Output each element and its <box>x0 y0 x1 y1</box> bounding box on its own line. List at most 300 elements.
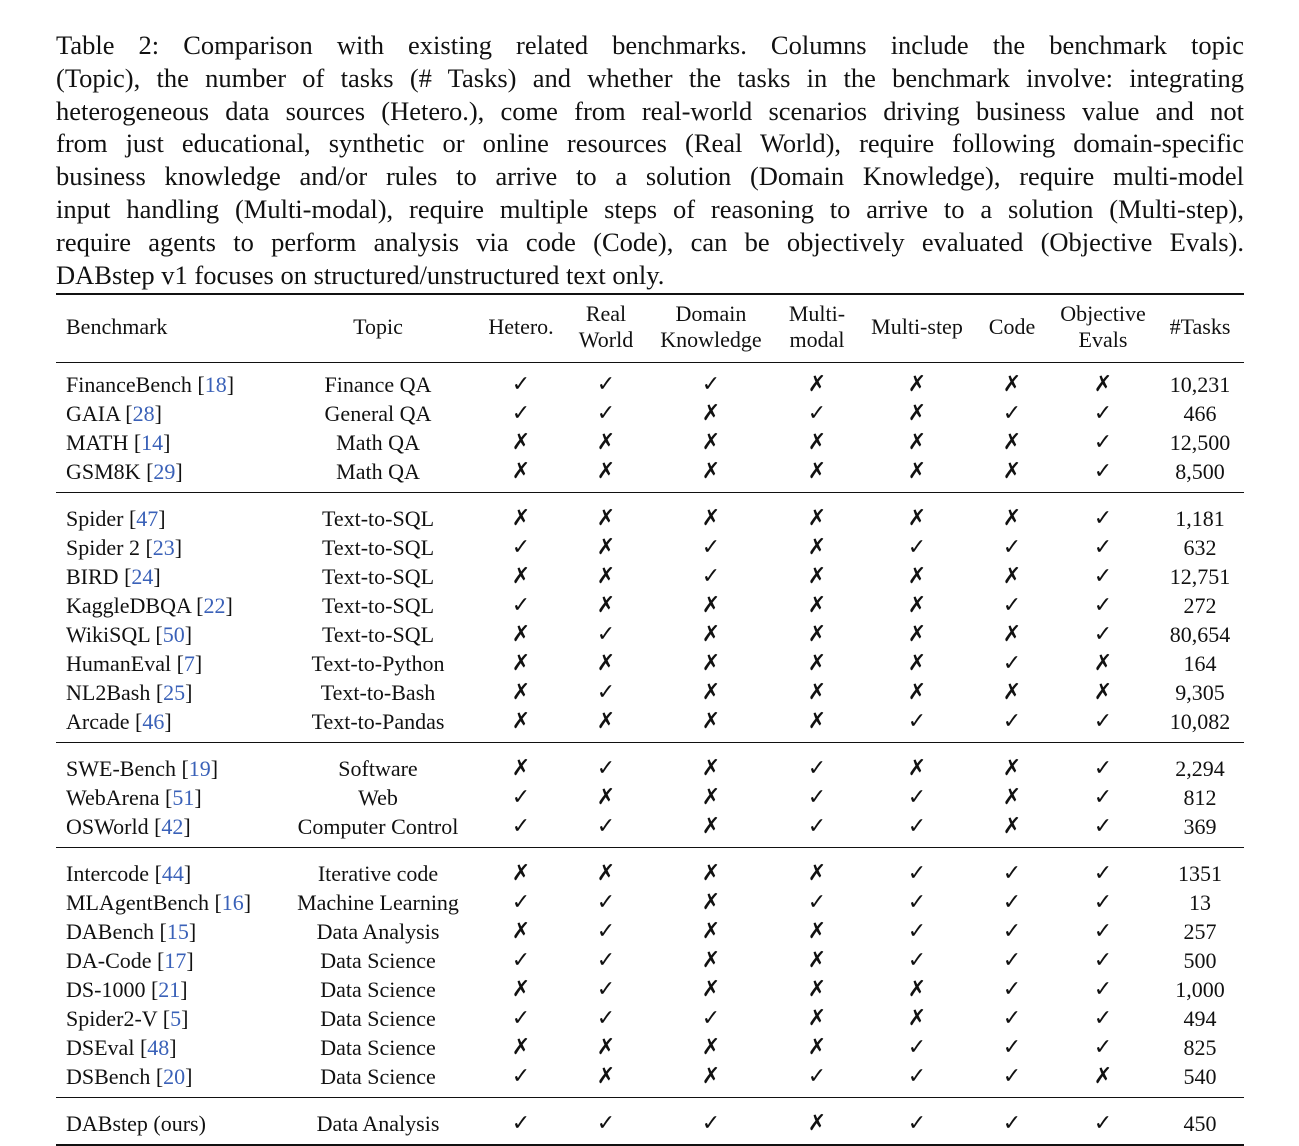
benchmark-cell: NL2Bash [25] <box>66 680 193 705</box>
benchmark-name: MATH <box>66 430 129 455</box>
header-real-world <box>564 295 648 358</box>
benchmark-cell: SWE-Bench [19] <box>66 756 219 781</box>
caption-line: from just educational, synthetic or online resources (Real World), require following domain-specific <box>56 128 1244 159</box>
objective-evals-check-icon: ✓ <box>1093 1006 1113 1031</box>
objective-evals-check-icon: ✓ <box>1093 756 1113 781</box>
code-cross-icon: ✗ <box>1002 430 1022 455</box>
topic-cell: Data Science <box>320 1064 436 1089</box>
citation-link[interactable]: 48 <box>147 1035 170 1060</box>
multimodal-cross-icon: ✗ <box>807 680 827 705</box>
multimodal-cross-icon: ✗ <box>807 430 827 455</box>
caption-line: DABstep v1 focuses on structured/unstructured text only. <box>56 259 665 290</box>
tasks-cell: 825 <box>1183 1035 1217 1060</box>
tasks-cell: 2,294 <box>1175 756 1225 781</box>
objective-evals-check-icon: ✓ <box>1093 506 1113 531</box>
domain-knowledge-cross-icon: ✗ <box>701 785 721 810</box>
code-check-icon: ✓ <box>1002 535 1022 560</box>
benchmark-name: DABench <box>66 919 154 944</box>
multistep-check-icon: ✓ <box>907 1035 927 1060</box>
code-cross-icon: ✗ <box>1002 459 1022 484</box>
real-world-cross-icon: ✗ <box>596 430 616 455</box>
citation-link[interactable]: 44 <box>161 861 184 886</box>
header-multimodal <box>774 295 860 358</box>
header-multistep: Multi-step <box>871 313 963 339</box>
domain-knowledge-cross-icon: ✗ <box>701 1064 721 1089</box>
citation-link[interactable]: 16 <box>221 890 244 915</box>
tasks-cell: 257 <box>1183 919 1217 944</box>
table-row <box>56 649 1244 678</box>
multistep-cross-icon: ✗ <box>907 372 927 397</box>
domain-knowledge-cross-icon: ✗ <box>701 459 721 484</box>
topic-cell: Data Science <box>320 1006 436 1031</box>
objective-evals-check-icon: ✓ <box>1093 785 1113 810</box>
benchmark-cell: KaggleDBQA [22] <box>66 593 233 618</box>
domain-knowledge-check-icon: ✓ <box>701 1111 721 1136</box>
benchmark-name: FinanceBench <box>66 372 192 397</box>
benchmark-cell: GAIA [28] <box>66 401 162 426</box>
domain-knowledge-cross-icon: ✗ <box>701 709 721 734</box>
benchmark-name: GSM8K <box>66 459 141 484</box>
multimodal-cross-icon: ✗ <box>807 651 827 676</box>
multimodal-check-icon: ✓ <box>807 756 827 781</box>
domain-knowledge-cross-icon: ✗ <box>701 1035 721 1060</box>
table-row <box>56 917 1244 946</box>
citation-link[interactable]: 5 <box>170 1006 182 1031</box>
hetero-check-icon: ✓ <box>511 1064 531 1089</box>
real-world-cross-icon: ✗ <box>596 564 616 589</box>
multimodal-cross-icon: ✗ <box>807 709 827 734</box>
code-check-icon: ✓ <box>1002 919 1022 944</box>
multimodal-cross-icon: ✗ <box>807 564 827 589</box>
multistep-cross-icon: ✗ <box>907 977 927 1002</box>
table-row <box>56 591 1244 620</box>
domain-knowledge-cross-icon: ✗ <box>701 506 721 531</box>
hetero-cross-icon: ✗ <box>511 506 531 531</box>
topic-cell: Data Analysis <box>316 919 440 944</box>
code-check-icon: ✓ <box>1002 401 1022 426</box>
benchmark-name: OSWorld <box>66 814 149 839</box>
header-real-world-line1: Real <box>585 300 627 326</box>
multistep-check-icon: ✓ <box>907 948 927 973</box>
benchmark-name: Spider 2 <box>66 535 140 560</box>
multimodal-cross-icon: ✗ <box>807 1035 827 1060</box>
objective-evals-check-icon: ✓ <box>1093 709 1113 734</box>
real-world-cross-icon: ✗ <box>596 459 616 484</box>
header-domain-line2: Knowledge <box>660 326 762 352</box>
group-rule <box>56 492 1244 493</box>
multistep-cross-icon: ✗ <box>907 756 927 781</box>
objective-evals-check-icon: ✓ <box>1093 593 1113 618</box>
topic-cell: Text-to-SQL <box>321 564 435 589</box>
multimodal-cross-icon: ✗ <box>807 506 827 531</box>
header-objective-line2: Evals <box>1078 326 1128 352</box>
hetero-check-icon: ✓ <box>511 535 531 560</box>
benchmark-cell: GSM8K [29] <box>66 459 183 484</box>
objective-evals-cross-icon: ✗ <box>1093 1064 1113 1089</box>
domain-knowledge-cross-icon: ✗ <box>701 814 721 839</box>
tasks-cell: 466 <box>1183 401 1217 426</box>
hetero-check-icon: ✓ <box>511 372 531 397</box>
header-row <box>56 295 1244 358</box>
topic-cell: Machine Learning <box>297 890 459 915</box>
hetero-check-icon: ✓ <box>511 948 531 973</box>
real-world-check-icon: ✓ <box>596 890 616 915</box>
domain-knowledge-cross-icon: ✗ <box>701 948 721 973</box>
code-check-icon: ✓ <box>1002 651 1022 676</box>
multistep-cross-icon: ✗ <box>907 564 927 589</box>
table-row <box>56 946 1244 975</box>
tasks-cell: 12,500 <box>1169 430 1231 455</box>
multimodal-check-icon: ✓ <box>807 1064 827 1089</box>
topic-cell: Iterative code <box>317 861 439 886</box>
hetero-cross-icon: ✗ <box>511 430 531 455</box>
code-check-icon: ✓ <box>1002 709 1022 734</box>
citation-link[interactable]: 47 <box>136 506 159 531</box>
domain-knowledge-cross-icon: ✗ <box>701 861 721 886</box>
tasks-cell: 10,082 <box>1169 709 1231 734</box>
topic-cell: Text-to-SQL <box>321 593 435 618</box>
domain-knowledge-check-icon: ✓ <box>701 564 721 589</box>
domain-knowledge-cross-icon: ✗ <box>701 919 721 944</box>
code-cross-icon: ✗ <box>1002 680 1022 705</box>
table-row <box>56 742 1244 783</box>
citation-link[interactable]: 29 <box>153 459 176 484</box>
code-check-icon: ✓ <box>1002 1006 1022 1031</box>
benchmark-cell: DSBench [20] <box>66 1064 193 1089</box>
domain-knowledge-cross-icon: ✗ <box>701 890 721 915</box>
domain-knowledge-check-icon: ✓ <box>701 1006 721 1031</box>
domain-knowledge-cross-icon: ✗ <box>701 401 721 426</box>
header-real-world-line2: World <box>578 326 634 352</box>
header-multimodal-line1: Multi- <box>788 300 846 326</box>
real-world-check-icon: ✓ <box>596 977 616 1002</box>
benchmark-cell: Spider [47] <box>66 506 166 531</box>
benchmark-name: DSBench <box>66 1064 151 1089</box>
benchmark-name: DA-Code <box>66 948 152 973</box>
real-world-check-icon: ✓ <box>596 372 616 397</box>
multistep-check-icon: ✓ <box>907 1111 927 1136</box>
tasks-cell: 450 <box>1183 1111 1217 1136</box>
hetero-check-icon: ✓ <box>511 401 531 426</box>
benchmark-cell: BIRD [24] <box>66 564 161 589</box>
citation-link[interactable]: 22 <box>203 593 226 618</box>
benchmark-name: MLAgentBench <box>66 890 209 915</box>
citation-link[interactable]: 25 <box>163 680 186 705</box>
table-row <box>56 707 1244 742</box>
hetero-cross-icon: ✗ <box>511 651 531 676</box>
benchmark-name: NL2Bash <box>66 680 151 705</box>
multimodal-cross-icon: ✗ <box>807 1006 827 1031</box>
topic-cell: Web <box>358 785 398 810</box>
hetero-check-icon: ✓ <box>511 814 531 839</box>
benchmark-cell: OSWorld [42] <box>66 814 191 839</box>
domain-knowledge-cross-icon: ✗ <box>701 977 721 1002</box>
table-row <box>56 847 1244 888</box>
benchmark-name: SWE-Bench <box>66 756 176 781</box>
multistep-cross-icon: ✗ <box>907 1006 927 1031</box>
comparison-table <box>56 295 1244 1144</box>
tasks-cell: 369 <box>1183 814 1217 839</box>
objective-evals-cross-icon: ✗ <box>1093 651 1113 676</box>
multistep-cross-icon: ✗ <box>907 622 927 647</box>
benchmark-cell: DA-Code [17] <box>66 948 194 973</box>
multistep-check-icon: ✓ <box>907 535 927 560</box>
hetero-cross-icon: ✗ <box>511 680 531 705</box>
tasks-cell: 13 <box>1189 890 1211 915</box>
domain-knowledge-cross-icon: ✗ <box>701 756 721 781</box>
citation-link[interactable]: 15 <box>166 919 189 944</box>
multimodal-check-icon: ✓ <box>807 401 827 426</box>
table-row <box>56 358 1244 399</box>
multistep-check-icon: ✓ <box>907 785 927 810</box>
benchmark-name: DSEval <box>66 1035 135 1060</box>
group-rule <box>56 847 1244 848</box>
table-row <box>56 975 1244 1004</box>
topic-cell: Math QA <box>336 459 420 484</box>
caption-line: business knowledge and/or rules to arrive to a solution (Domain Knowledge), require multi-model <box>56 161 1244 192</box>
code-cross-icon: ✗ <box>1002 564 1022 589</box>
code-cross-icon: ✗ <box>1002 372 1022 397</box>
group-rule <box>56 742 1244 743</box>
hetero-cross-icon: ✗ <box>511 1035 531 1060</box>
hetero-check-icon: ✓ <box>511 593 531 618</box>
benchmark-name: GAIA <box>66 401 120 426</box>
objective-evals-check-icon: ✓ <box>1093 1035 1113 1060</box>
hetero-cross-icon: ✗ <box>511 919 531 944</box>
code-check-icon: ✓ <box>1002 1064 1022 1089</box>
hetero-cross-icon: ✗ <box>511 459 531 484</box>
citation-link[interactable]: 28 <box>132 401 155 426</box>
citation-link[interactable]: 21 <box>158 977 181 1002</box>
code-check-icon: ✓ <box>1002 977 1022 1002</box>
real-world-cross-icon: ✗ <box>596 785 616 810</box>
table-row <box>56 620 1244 649</box>
topic-cell: Data Science <box>320 1035 436 1060</box>
code-check-icon: ✓ <box>1002 1035 1022 1060</box>
multimodal-cross-icon: ✗ <box>807 948 827 973</box>
header-topic: Topic <box>353 313 403 339</box>
table-row <box>56 783 1244 812</box>
hetero-check-icon: ✓ <box>511 1006 531 1031</box>
tasks-cell: 8,500 <box>1175 459 1225 484</box>
citation-link[interactable]: 14 <box>141 430 164 455</box>
multimodal-cross-icon: ✗ <box>807 919 827 944</box>
real-world-cross-icon: ✗ <box>596 506 616 531</box>
multimodal-cross-icon: ✗ <box>807 977 827 1002</box>
benchmark-name: Spider2-V <box>66 1006 158 1031</box>
benchmark-name: WebArena <box>66 785 160 810</box>
benchmark-cell: DS-1000 [21] <box>66 977 188 1002</box>
benchmark-name: Arcade <box>66 709 130 734</box>
header-multimodal-line2: modal <box>789 326 845 352</box>
benchmark-cell: Spider 2 [23] <box>66 535 183 560</box>
hetero-cross-icon: ✗ <box>511 709 531 734</box>
multistep-cross-icon: ✗ <box>907 680 927 705</box>
multistep-check-icon: ✓ <box>907 919 927 944</box>
objective-evals-cross-icon: ✗ <box>1093 372 1113 397</box>
table-row <box>56 812 1244 847</box>
topic-cell: Software <box>338 756 418 781</box>
multistep-cross-icon: ✗ <box>907 430 927 455</box>
objective-evals-check-icon: ✓ <box>1093 948 1113 973</box>
topic-cell: Data Analysis <box>316 1111 440 1136</box>
hetero-cross-icon: ✗ <box>511 622 531 647</box>
citation-link[interactable]: 46 <box>142 709 165 734</box>
code-cross-icon: ✗ <box>1002 506 1022 531</box>
table-row <box>56 457 1244 492</box>
table-row <box>56 1004 1244 1033</box>
tasks-cell: 1,000 <box>1175 977 1225 1002</box>
topic-cell: Text-to-SQL <box>321 622 435 647</box>
real-world-cross-icon: ✗ <box>596 535 616 560</box>
multimodal-check-icon: ✓ <box>807 814 827 839</box>
topic-cell: Text-to-Bash <box>320 680 436 705</box>
table-row <box>56 562 1244 591</box>
multimodal-cross-icon: ✗ <box>807 535 827 560</box>
table-row <box>56 492 1244 533</box>
tasks-cell: 1,181 <box>1175 506 1225 531</box>
domain-knowledge-cross-icon: ✗ <box>701 680 721 705</box>
multistep-cross-icon: ✗ <box>907 593 927 618</box>
hetero-check-icon: ✓ <box>511 785 531 810</box>
code-check-icon: ✓ <box>1002 948 1022 973</box>
real-world-cross-icon: ✗ <box>596 709 616 734</box>
table-row <box>56 428 1244 457</box>
code-check-icon: ✓ <box>1002 861 1022 886</box>
domain-knowledge-cross-icon: ✗ <box>701 651 721 676</box>
real-world-cross-icon: ✗ <box>596 1064 616 1089</box>
tasks-cell: 80,654 <box>1169 622 1231 647</box>
table-caption <box>56 29 1244 291</box>
topic-cell: Text-to-Python <box>311 651 445 676</box>
tasks-cell: 272 <box>1183 593 1217 618</box>
tasks-cell: 164 <box>1183 651 1217 676</box>
benchmark-cell <box>56 1097 278 1144</box>
multimodal-cross-icon: ✗ <box>807 861 827 886</box>
multistep-cross-icon: ✗ <box>907 401 927 426</box>
benchmark-cell: WikiSQL [50] <box>66 622 193 647</box>
header-tasks: #Tasks <box>1169 313 1231 339</box>
tasks-cell: 632 <box>1183 535 1217 560</box>
header-hetero: Hetero. <box>488 313 554 339</box>
tasks-cell: 1351 <box>1178 861 1222 886</box>
topic-cell: Text-to-SQL <box>321 506 435 531</box>
table-row <box>56 678 1244 707</box>
benchmark-cell: Spider2-V [5] <box>66 1006 189 1031</box>
header-domain-line1: Domain <box>675 300 747 326</box>
real-world-cross-icon: ✗ <box>596 1035 616 1060</box>
citation-link[interactable]: 7 <box>183 651 195 676</box>
citation-link[interactable]: 24 <box>131 564 154 589</box>
hetero-cross-icon: ✗ <box>511 861 531 886</box>
domain-knowledge-cross-icon: ✗ <box>701 430 721 455</box>
objective-evals-check-icon: ✓ <box>1093 622 1113 647</box>
citation-link[interactable]: 23 <box>152 535 175 560</box>
objective-evals-check-icon: ✓ <box>1093 564 1113 589</box>
benchmark-cell: MATH [14] <box>66 430 171 455</box>
benchmark-name: KaggleDBQA <box>66 593 191 618</box>
objective-evals-check-icon: ✓ <box>1093 401 1113 426</box>
benchmark-cell: FinanceBench [18] <box>66 372 235 397</box>
objective-evals-check-icon: ✓ <box>1093 861 1113 886</box>
code-cross-icon: ✗ <box>1002 756 1022 781</box>
real-world-check-icon: ✓ <box>596 814 616 839</box>
citation-link[interactable]: 17 <box>164 948 187 973</box>
objective-evals-check-icon: ✓ <box>1093 430 1113 455</box>
caption-line: Table 2: Comparison with existing related benchmarks. Columns include the benchmark topic <box>56 30 1244 60</box>
benchmark-cell: DABench [15] <box>66 919 197 944</box>
citation-link[interactable]: 18 <box>204 372 227 397</box>
caption-line: (Topic), the number of tasks (# Tasks) and whether the tasks in the benchmark involve: integrating <box>56 62 1244 93</box>
benchmark-cell: HumanEval [7] <box>66 651 203 676</box>
code-check-icon: ✓ <box>1002 890 1022 915</box>
topic-cell: Data Science <box>320 948 436 973</box>
benchmark-cell: Intercode [44] <box>66 861 192 886</box>
header-objective-evals <box>1050 295 1156 358</box>
citation-link[interactable]: 19 <box>188 756 211 781</box>
tasks-cell: 540 <box>1183 1064 1217 1089</box>
benchmark-name: DABstep (ours) <box>66 1111 206 1136</box>
group-rule <box>56 1097 1244 1098</box>
header-benchmark: Benchmark <box>66 313 168 339</box>
objective-evals-check-icon: ✓ <box>1093 814 1113 839</box>
citation-link[interactable]: 42 <box>161 814 184 839</box>
objective-evals-check-icon: ✓ <box>1093 459 1113 484</box>
topic-cell: Finance QA <box>324 372 432 397</box>
hetero-check-icon: ✓ <box>511 1111 531 1136</box>
citation-link[interactable]: 51 <box>172 785 195 810</box>
hetero-cross-icon: ✗ <box>511 977 531 1002</box>
benchmark-cell: DSEval [48] <box>66 1035 177 1060</box>
code-check-icon: ✓ <box>1002 1111 1022 1136</box>
benchmark-name: Spider <box>66 506 124 531</box>
caption-line: require agents to perform analysis via code (Code), can be objectively evaluated (Objective Evals). <box>56 226 1244 257</box>
real-world-cross-icon: ✗ <box>596 651 616 676</box>
multimodal-cross-icon: ✗ <box>807 1111 827 1136</box>
tasks-cell: 494 <box>1183 1006 1217 1031</box>
real-world-check-icon: ✓ <box>596 756 616 781</box>
real-world-check-icon: ✓ <box>596 1111 616 1136</box>
hetero-cross-icon: ✗ <box>511 564 531 589</box>
objective-evals-check-icon: ✓ <box>1093 977 1113 1002</box>
benchmark-cell: WebArena [51] <box>66 785 202 810</box>
objective-evals-cross-icon: ✗ <box>1093 680 1113 705</box>
multistep-cross-icon: ✗ <box>907 459 927 484</box>
tasks-cell: 812 <box>1183 785 1217 810</box>
real-world-check-icon: ✓ <box>596 919 616 944</box>
multistep-check-icon: ✓ <box>907 1064 927 1089</box>
hetero-check-icon: ✓ <box>511 890 531 915</box>
real-world-check-icon: ✓ <box>596 680 616 705</box>
objective-evals-check-icon: ✓ <box>1093 535 1113 560</box>
real-world-check-icon: ✓ <box>596 622 616 647</box>
code-cross-icon: ✗ <box>1002 622 1022 647</box>
benchmark-cell: Arcade [46] <box>66 709 172 734</box>
real-world-check-icon: ✓ <box>596 948 616 973</box>
citation-link[interactable]: 20 <box>163 1064 186 1089</box>
caption-line: input handling (Multi-modal), require multiple steps of reasoning to arrive to a solution (Multi-step), <box>56 193 1244 224</box>
topic-cell: Computer Control <box>297 814 459 839</box>
benchmark-name: WikiSQL <box>66 622 150 647</box>
real-world-cross-icon: ✗ <box>596 593 616 618</box>
multistep-check-icon: ✓ <box>907 861 927 886</box>
citation-link[interactable]: 50 <box>162 622 185 647</box>
multimodal-cross-icon: ✗ <box>807 459 827 484</box>
benchmark-name: BIRD <box>66 564 119 589</box>
objective-evals-check-icon: ✓ <box>1093 890 1113 915</box>
multimodal-check-icon: ✓ <box>807 890 827 915</box>
topic-cell: Data Science <box>320 977 436 1002</box>
